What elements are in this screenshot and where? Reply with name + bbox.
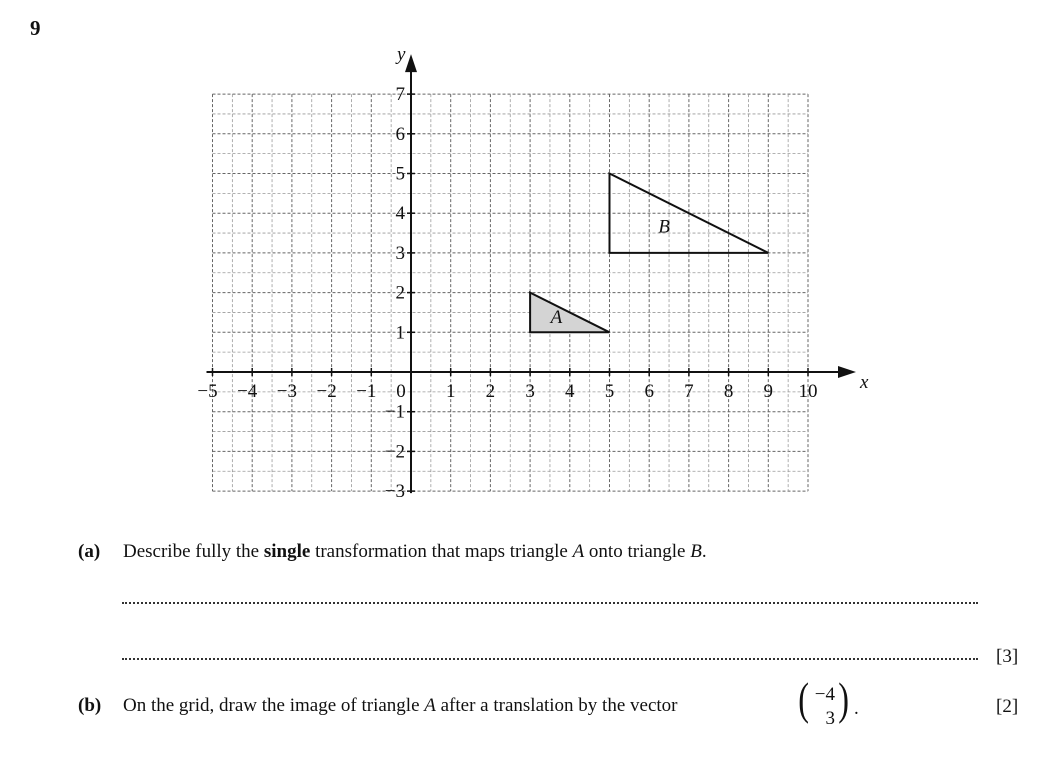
gridlines xyxy=(213,94,809,491)
triangle-a-ref-b: A xyxy=(424,695,436,716)
y-tick-label: −2 xyxy=(384,441,405,463)
y-axis-label: y xyxy=(397,44,406,66)
y-tick-label: 4 xyxy=(395,203,405,225)
x-axis-arrow-icon xyxy=(838,366,856,378)
triangles xyxy=(530,174,768,333)
x-tick-label: 1 xyxy=(445,381,456,402)
y-tick-label: −1 xyxy=(384,401,405,423)
x-tick-label: 3 xyxy=(525,381,535,402)
x-tick-label: −4 xyxy=(237,381,258,402)
triangle-label-b: B xyxy=(658,216,671,238)
vector-right-paren: ) xyxy=(838,673,850,724)
y-axis-arrow-icon xyxy=(405,54,417,72)
x-tick-label: −1 xyxy=(356,381,377,402)
y-tick-label: 5 xyxy=(395,163,405,185)
y-tick-label: 6 xyxy=(395,123,405,145)
y-tick-label: −3 xyxy=(384,481,405,503)
part-b-label: (b) xyxy=(78,695,102,716)
triangle-label-a: A xyxy=(550,307,563,329)
x-tick-label: 6 xyxy=(644,381,654,402)
axes xyxy=(207,54,857,493)
vector-bottom: 3 xyxy=(825,708,835,729)
y-tick-label: 3 xyxy=(395,242,405,264)
x-tick-label: −3 xyxy=(276,381,298,402)
vector-period: . xyxy=(854,698,859,719)
translation-vector xyxy=(796,673,859,740)
y-tick-label: 7 xyxy=(395,84,405,106)
part-b-question xyxy=(78,694,838,724)
y-tick-label: 1 xyxy=(395,322,405,344)
vector-left-paren: ( xyxy=(798,673,810,724)
vector-top: −4 xyxy=(814,684,835,705)
part-a-question xyxy=(78,540,1038,570)
x-tick-label: 9 xyxy=(763,381,774,402)
part-a-marks: [3] xyxy=(996,646,1019,667)
question-number: 9 xyxy=(30,16,41,40)
answer-line-2[interactable] xyxy=(122,658,978,660)
x-tick-label: −5 xyxy=(197,381,218,402)
answer-line-1[interactable] xyxy=(122,602,978,604)
x-axis-label: x xyxy=(860,372,869,393)
part-a-label: (a) xyxy=(78,541,101,562)
part-b-text: On the grid, draw the image of triangle A after a translation by the vector xyxy=(123,695,678,716)
emphasis-single: single xyxy=(263,541,311,562)
x-tick-label: 5 xyxy=(604,381,615,402)
triangle-a-ref: A xyxy=(572,541,585,562)
part-b-marks: [2] xyxy=(996,696,1019,717)
x-tick-label: 7 xyxy=(684,381,694,402)
x-tick-label: 4 xyxy=(565,381,575,402)
x-tick-label: 0 xyxy=(396,381,406,402)
x-tick-label: −2 xyxy=(316,381,337,402)
x-tick-label: 2 xyxy=(485,381,496,402)
part-a-text: Describe fully the single transformation that maps triangle A onto triangle B. xyxy=(123,541,707,562)
x-tick-label: 10 xyxy=(798,381,818,402)
y-tick-label: 2 xyxy=(395,282,405,304)
x-tick-label: 8 xyxy=(723,381,734,402)
triangle-b-ref: B xyxy=(690,541,702,562)
